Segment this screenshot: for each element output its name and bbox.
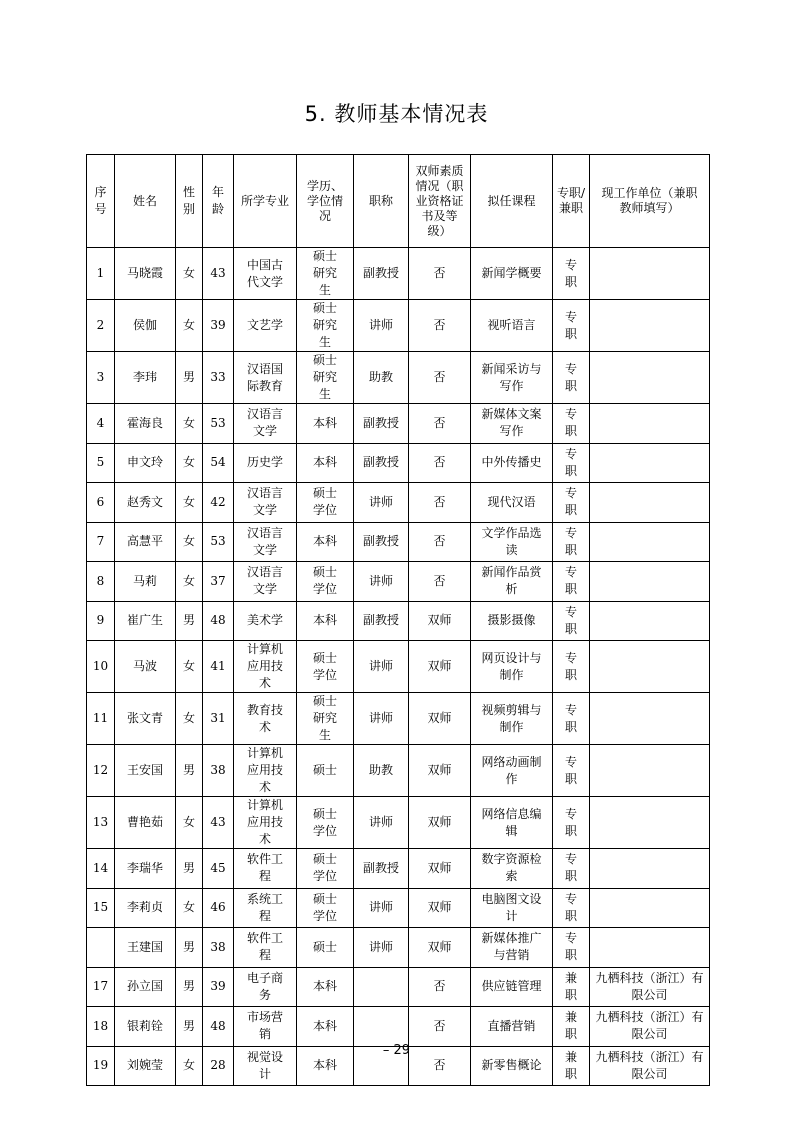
cell-major: 历史学 bbox=[234, 443, 297, 483]
table-row bbox=[87, 404, 710, 444]
cell-unit bbox=[590, 443, 710, 483]
cell-dual: 双师 bbox=[409, 641, 471, 693]
cell-degree: 硕士学位 bbox=[297, 562, 354, 602]
cell-type: 专职 bbox=[553, 562, 590, 602]
teacher-table bbox=[86, 154, 710, 1086]
cell-title: 助教 bbox=[354, 745, 409, 797]
page-number: – 29 bbox=[382, 1043, 411, 1058]
cell-degree: 硕士研究生 bbox=[297, 693, 354, 745]
cell-name: 曹艳茹 bbox=[115, 797, 176, 849]
cell-course: 视频剪辑与制作 bbox=[471, 693, 553, 745]
cell-degree: 本科 bbox=[297, 404, 354, 444]
cell-name: 张文青 bbox=[115, 693, 176, 745]
cell-course: 视听语言 bbox=[471, 300, 553, 352]
cell-age: 28 bbox=[203, 1046, 234, 1086]
cell-major: 计算机应用技术 bbox=[234, 745, 297, 797]
cell-dual: 否 bbox=[409, 404, 471, 444]
cell-type: 专职 bbox=[553, 693, 590, 745]
cell-name: 王安国 bbox=[115, 745, 176, 797]
cell-gender: 男 bbox=[176, 1007, 203, 1047]
cell-degree: 本科 bbox=[297, 967, 354, 1007]
cell-degree: 硕士 bbox=[297, 928, 354, 968]
cell-name: 银莉铨 bbox=[115, 1007, 176, 1047]
header-gender: 性别 bbox=[176, 155, 203, 248]
cell-no: 17 bbox=[87, 967, 115, 1007]
cell-title bbox=[354, 967, 409, 1007]
cell-course: 现代汉语 bbox=[471, 483, 553, 523]
table-row bbox=[87, 443, 710, 483]
cell-title: 副教授 bbox=[354, 443, 409, 483]
cell-no: 14 bbox=[87, 849, 115, 889]
cell-no: 5 bbox=[87, 443, 115, 483]
cell-type: 兼职 bbox=[553, 967, 590, 1007]
cell-name: 马晓霞 bbox=[115, 248, 176, 300]
cell-course: 新闻采访与写作 bbox=[471, 352, 553, 404]
cell-unit bbox=[590, 300, 710, 352]
cell-title: 讲师 bbox=[354, 641, 409, 693]
cell-age: 53 bbox=[203, 522, 234, 562]
cell-major: 计算机应用技术 bbox=[234, 641, 297, 693]
cell-no: 4 bbox=[87, 404, 115, 444]
cell-no: 13 bbox=[87, 797, 115, 849]
cell-unit: 九栖科技（浙江）有限公司 bbox=[590, 1046, 710, 1086]
cell-dual: 否 bbox=[409, 248, 471, 300]
cell-dual: 否 bbox=[409, 562, 471, 602]
cell-name: 王建国 bbox=[115, 928, 176, 968]
cell-degree: 硕士研究生 bbox=[297, 300, 354, 352]
cell-degree: 本科 bbox=[297, 522, 354, 562]
cell-name: 崔广生 bbox=[115, 601, 176, 641]
cell-degree: 本科 bbox=[297, 1046, 354, 1086]
cell-course: 网络信息编辑 bbox=[471, 797, 553, 849]
cell-no: 11 bbox=[87, 693, 115, 745]
cell-degree: 硕士学位 bbox=[297, 483, 354, 523]
cell-age: 48 bbox=[203, 1007, 234, 1047]
cell-major: 汉语国际教育 bbox=[234, 352, 297, 404]
cell-type: 专职 bbox=[553, 443, 590, 483]
cell-no: 18 bbox=[87, 1007, 115, 1047]
cell-course: 新媒体文案写作 bbox=[471, 404, 553, 444]
header-no: 序号 bbox=[87, 155, 115, 248]
cell-dual: 双师 bbox=[409, 928, 471, 968]
cell-course: 摄影摄像 bbox=[471, 601, 553, 641]
cell-name: 马波 bbox=[115, 641, 176, 693]
cell-gender: 男 bbox=[176, 745, 203, 797]
cell-dual: 否 bbox=[409, 300, 471, 352]
cell-gender: 男 bbox=[176, 849, 203, 889]
cell-age: 33 bbox=[203, 352, 234, 404]
table-row bbox=[87, 483, 710, 523]
cell-title: 讲师 bbox=[354, 483, 409, 523]
cell-unit bbox=[590, 641, 710, 693]
cell-major: 计算机应用技术 bbox=[234, 797, 297, 849]
cell-unit bbox=[590, 352, 710, 404]
cell-major: 汉语言文学 bbox=[234, 404, 297, 444]
header-major: 所学专业 bbox=[234, 155, 297, 248]
cell-dual: 否 bbox=[409, 1046, 471, 1086]
cell-dual: 否 bbox=[409, 483, 471, 523]
cell-dual: 否 bbox=[409, 522, 471, 562]
cell-name: 马莉 bbox=[115, 562, 176, 602]
cell-dual: 否 bbox=[409, 443, 471, 483]
cell-course: 数字资源检索 bbox=[471, 849, 553, 889]
cell-major: 教育技术 bbox=[234, 693, 297, 745]
cell-unit bbox=[590, 562, 710, 602]
table-row bbox=[87, 300, 710, 352]
cell-degree: 硕士学位 bbox=[297, 888, 354, 928]
cell-name: 李玮 bbox=[115, 352, 176, 404]
cell-major: 美术学 bbox=[234, 601, 297, 641]
cell-dual: 双师 bbox=[409, 693, 471, 745]
cell-course: 新闻作品赏析 bbox=[471, 562, 553, 602]
cell-age: 45 bbox=[203, 849, 234, 889]
cell-course: 网络动画制作 bbox=[471, 745, 553, 797]
cell-age: 43 bbox=[203, 248, 234, 300]
cell-title: 副教授 bbox=[354, 248, 409, 300]
cell-no bbox=[87, 928, 115, 968]
cell-unit bbox=[590, 248, 710, 300]
table-row bbox=[87, 849, 710, 889]
cell-title: 讲师 bbox=[354, 928, 409, 968]
cell-title: 讲师 bbox=[354, 693, 409, 745]
cell-type: 专职 bbox=[553, 745, 590, 797]
cell-title: 讲师 bbox=[354, 797, 409, 849]
cell-major: 汉语言文学 bbox=[234, 483, 297, 523]
header-degree: 学历、学位情况 bbox=[297, 155, 354, 248]
cell-course: 电脑图文设计 bbox=[471, 888, 553, 928]
cell-age: 39 bbox=[203, 967, 234, 1007]
cell-major: 汉语言文学 bbox=[234, 562, 297, 602]
table-row bbox=[87, 693, 710, 745]
cell-type: 专职 bbox=[553, 522, 590, 562]
cell-no: 3 bbox=[87, 352, 115, 404]
cell-title: 副教授 bbox=[354, 601, 409, 641]
cell-gender: 女 bbox=[176, 300, 203, 352]
cell-name: 刘婉莹 bbox=[115, 1046, 176, 1086]
cell-age: 41 bbox=[203, 641, 234, 693]
cell-no: 7 bbox=[87, 522, 115, 562]
cell-degree: 硕士学位 bbox=[297, 849, 354, 889]
cell-type: 专职 bbox=[553, 797, 590, 849]
cell-name: 李瑞华 bbox=[115, 849, 176, 889]
cell-no: 15 bbox=[87, 888, 115, 928]
cell-name: 霍海良 bbox=[115, 404, 176, 444]
cell-major: 电子商务 bbox=[234, 967, 297, 1007]
cell-unit bbox=[590, 888, 710, 928]
cell-type: 专职 bbox=[553, 888, 590, 928]
cell-degree: 本科 bbox=[297, 1007, 354, 1047]
cell-no: 9 bbox=[87, 601, 115, 641]
cell-gender: 男 bbox=[176, 928, 203, 968]
cell-gender: 女 bbox=[176, 522, 203, 562]
cell-type: 专职 bbox=[553, 849, 590, 889]
cell-gender: 女 bbox=[176, 562, 203, 602]
cell-dual: 否 bbox=[409, 967, 471, 1007]
header-unit: 现工作单位（兼职教师填写） bbox=[590, 155, 710, 248]
cell-no: 10 bbox=[87, 641, 115, 693]
cell-age: 38 bbox=[203, 745, 234, 797]
cell-dual: 双师 bbox=[409, 888, 471, 928]
cell-age: 46 bbox=[203, 888, 234, 928]
table-header-row bbox=[87, 155, 710, 248]
cell-gender: 女 bbox=[176, 248, 203, 300]
cell-major: 中国古代文学 bbox=[234, 248, 297, 300]
cell-course: 供应链管理 bbox=[471, 967, 553, 1007]
cell-age: 37 bbox=[203, 562, 234, 602]
cell-major: 文艺学 bbox=[234, 300, 297, 352]
cell-degree: 硕士学位 bbox=[297, 797, 354, 849]
cell-course: 新媒体推广与营销 bbox=[471, 928, 553, 968]
cell-unit bbox=[590, 483, 710, 523]
cell-age: 43 bbox=[203, 797, 234, 849]
cell-dual: 双师 bbox=[409, 797, 471, 849]
cell-unit bbox=[590, 797, 710, 849]
cell-age: 42 bbox=[203, 483, 234, 523]
cell-unit: 九栖科技（浙江）有限公司 bbox=[590, 967, 710, 1007]
cell-age: 39 bbox=[203, 300, 234, 352]
header-name: 姓名 bbox=[115, 155, 176, 248]
header-course: 拟任课程 bbox=[471, 155, 553, 248]
cell-name: 李莉贞 bbox=[115, 888, 176, 928]
cell-no: 19 bbox=[87, 1046, 115, 1086]
cell-type: 专职 bbox=[553, 300, 590, 352]
cell-gender: 女 bbox=[176, 443, 203, 483]
cell-gender: 女 bbox=[176, 641, 203, 693]
cell-gender: 女 bbox=[176, 693, 203, 745]
cell-unit bbox=[590, 928, 710, 968]
page-title: 5. 教师基本情况表 bbox=[304, 102, 489, 126]
table-row bbox=[87, 601, 710, 641]
cell-gender: 男 bbox=[176, 967, 203, 1007]
header-type: 专职/兼职 bbox=[553, 155, 590, 248]
cell-gender: 男 bbox=[176, 601, 203, 641]
header-dual: 双师素质情况（职业资格证书及等级） bbox=[409, 155, 471, 248]
table-row bbox=[87, 562, 710, 602]
cell-degree: 硕士研究生 bbox=[297, 352, 354, 404]
table-row bbox=[87, 352, 710, 404]
cell-age: 53 bbox=[203, 404, 234, 444]
cell-course: 文学作品选读 bbox=[471, 522, 553, 562]
cell-major: 汉语言文学 bbox=[234, 522, 297, 562]
header-age: 年龄 bbox=[203, 155, 234, 248]
cell-gender: 女 bbox=[176, 888, 203, 928]
cell-title: 副教授 bbox=[354, 522, 409, 562]
table-row bbox=[87, 967, 710, 1007]
cell-name: 孙立国 bbox=[115, 967, 176, 1007]
cell-gender: 女 bbox=[176, 404, 203, 444]
cell-no: 1 bbox=[87, 248, 115, 300]
cell-course: 直播营销 bbox=[471, 1007, 553, 1047]
cell-type: 兼职 bbox=[553, 1046, 590, 1086]
cell-no: 12 bbox=[87, 745, 115, 797]
cell-dual: 双师 bbox=[409, 601, 471, 641]
cell-title: 讲师 bbox=[354, 888, 409, 928]
cell-title: 副教授 bbox=[354, 849, 409, 889]
cell-name: 高慧平 bbox=[115, 522, 176, 562]
cell-degree: 硕士研究生 bbox=[297, 248, 354, 300]
cell-age: 31 bbox=[203, 693, 234, 745]
cell-unit bbox=[590, 522, 710, 562]
cell-name: 申文玲 bbox=[115, 443, 176, 483]
table-row bbox=[87, 928, 710, 968]
cell-no: 2 bbox=[87, 300, 115, 352]
cell-course: 新零售概论 bbox=[471, 1046, 553, 1086]
cell-course: 网页设计与制作 bbox=[471, 641, 553, 693]
cell-dual: 否 bbox=[409, 1007, 471, 1047]
cell-unit bbox=[590, 849, 710, 889]
cell-type: 专职 bbox=[553, 641, 590, 693]
table-row bbox=[87, 797, 710, 849]
table-row bbox=[87, 522, 710, 562]
cell-title: 讲师 bbox=[354, 562, 409, 602]
cell-unit bbox=[590, 693, 710, 745]
cell-degree: 本科 bbox=[297, 443, 354, 483]
cell-course: 新闻学概要 bbox=[471, 248, 553, 300]
cell-type: 兼职 bbox=[553, 1007, 590, 1047]
cell-name: 侯伽 bbox=[115, 300, 176, 352]
cell-age: 54 bbox=[203, 443, 234, 483]
cell-title: 讲师 bbox=[354, 300, 409, 352]
table-row bbox=[87, 1007, 710, 1047]
cell-type: 专职 bbox=[553, 483, 590, 523]
cell-age: 48 bbox=[203, 601, 234, 641]
cell-major: 软件工程 bbox=[234, 928, 297, 968]
cell-degree: 硕士学位 bbox=[297, 641, 354, 693]
cell-type: 专职 bbox=[553, 404, 590, 444]
cell-title: 副教授 bbox=[354, 404, 409, 444]
cell-type: 专职 bbox=[553, 928, 590, 968]
cell-major: 市场营销 bbox=[234, 1007, 297, 1047]
table-row bbox=[87, 248, 710, 300]
header-title: 职称 bbox=[354, 155, 409, 248]
cell-major: 视觉设计 bbox=[234, 1046, 297, 1086]
cell-degree: 本科 bbox=[297, 601, 354, 641]
cell-unit: 九栖科技（浙江）有限公司 bbox=[590, 1007, 710, 1047]
cell-no: 8 bbox=[87, 562, 115, 602]
cell-dual: 双师 bbox=[409, 849, 471, 889]
cell-no: 6 bbox=[87, 483, 115, 523]
cell-title bbox=[354, 1007, 409, 1047]
cell-gender: 女 bbox=[176, 797, 203, 849]
cell-major: 软件工程 bbox=[234, 849, 297, 889]
cell-dual: 否 bbox=[409, 352, 471, 404]
cell-type: 专职 bbox=[553, 352, 590, 404]
cell-gender: 男 bbox=[176, 352, 203, 404]
table-row bbox=[87, 641, 710, 693]
table-row bbox=[87, 888, 710, 928]
cell-degree: 硕士 bbox=[297, 745, 354, 797]
cell-age: 38 bbox=[203, 928, 234, 968]
cell-major: 系统工程 bbox=[234, 888, 297, 928]
cell-unit bbox=[590, 745, 710, 797]
cell-name: 赵秀文 bbox=[115, 483, 176, 523]
table-row bbox=[87, 745, 710, 797]
cell-course: 中外传播史 bbox=[471, 443, 553, 483]
cell-unit bbox=[590, 601, 710, 641]
cell-unit bbox=[590, 404, 710, 444]
cell-title: 助教 bbox=[354, 352, 409, 404]
cell-gender: 女 bbox=[176, 1046, 203, 1086]
cell-gender: 女 bbox=[176, 483, 203, 523]
cell-type: 专职 bbox=[553, 248, 590, 300]
cell-dual: 双师 bbox=[409, 745, 471, 797]
cell-type: 专职 bbox=[553, 601, 590, 641]
